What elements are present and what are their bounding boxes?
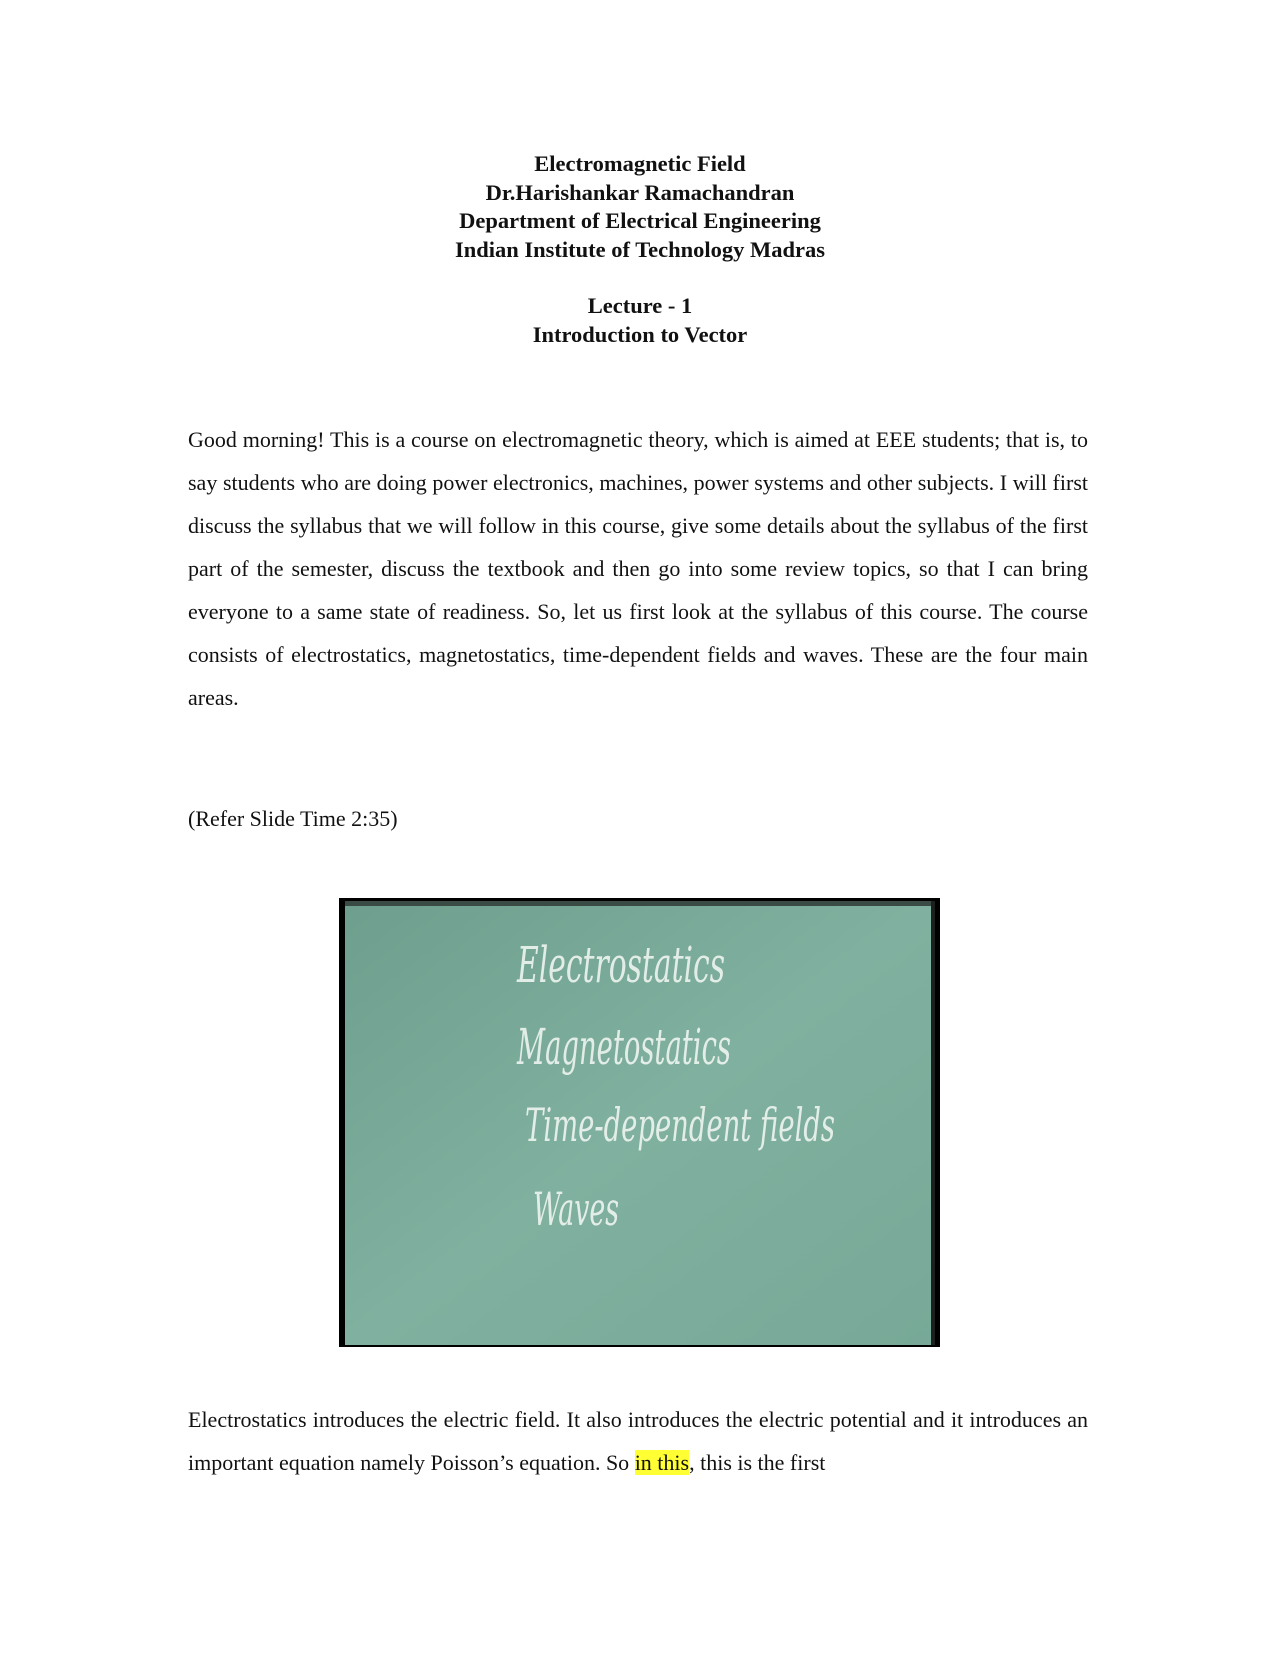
chalkboard-top-rail: [345, 901, 933, 906]
institute-name: Indian Institute of Technology Madras: [454, 236, 826, 262]
slide-line-time-dependent-fields: Time-dependent fields: [525, 1098, 835, 1152]
chalkboard-right-frame: [931, 901, 935, 1345]
paragraph-text-tail: , this is the first: [689, 1450, 826, 1475]
department-name: Department of Electrical Engineering: [459, 208, 821, 233]
lecture-number: Lecture - 1: [587, 293, 693, 318]
slide-line-electrostatics: Electrostatics: [516, 936, 725, 994]
intro-paragraph: Good morning! This is a course on electromagnetic theory, which is aimed at EEE students; that is, to say students who are doing power electronics, machines, power systems and other subjects. I will first discuss the syllabus that we will follow in this course, give some details about the syllabus of the first part of the semester, discuss the textbook and then go into some review topics, so that I can bring everyone to a same state of readiness. So, let us first look at the syllabus of this course. The course consists of electrostatics, magnetostatics, time-dependent fields and waves. These are the four main areas.: [188, 427, 1088, 710]
paragraph-text: Electrostatics introduces the electric field. It also introduces the electric potential and it introduces an important equation namely Poisson’s equation. So: [188, 1407, 1088, 1475]
chalkboard-slide-image: [339, 898, 940, 1347]
course-title: Electromagnetic Field: [534, 151, 746, 176]
highlighted-text: in this: [634, 1450, 690, 1475]
slide-line-waves: Waves: [533, 1182, 619, 1236]
header-spacer: [0, 264, 1280, 292]
lecture-topic: Introduction to Vector: [532, 321, 748, 347]
electrostatics-paragraph: [188, 1398, 1088, 1484]
chalkboard-graphic: [339, 898, 940, 1347]
instructor-name: Dr.Harishankar Ramachandran: [485, 179, 795, 205]
refer-slide-time: (Refer Slide Time 2:35): [188, 806, 398, 831]
slide-line-magnetostatics: Magnetostatics: [516, 1018, 731, 1076]
document-header: [0, 150, 1280, 349]
